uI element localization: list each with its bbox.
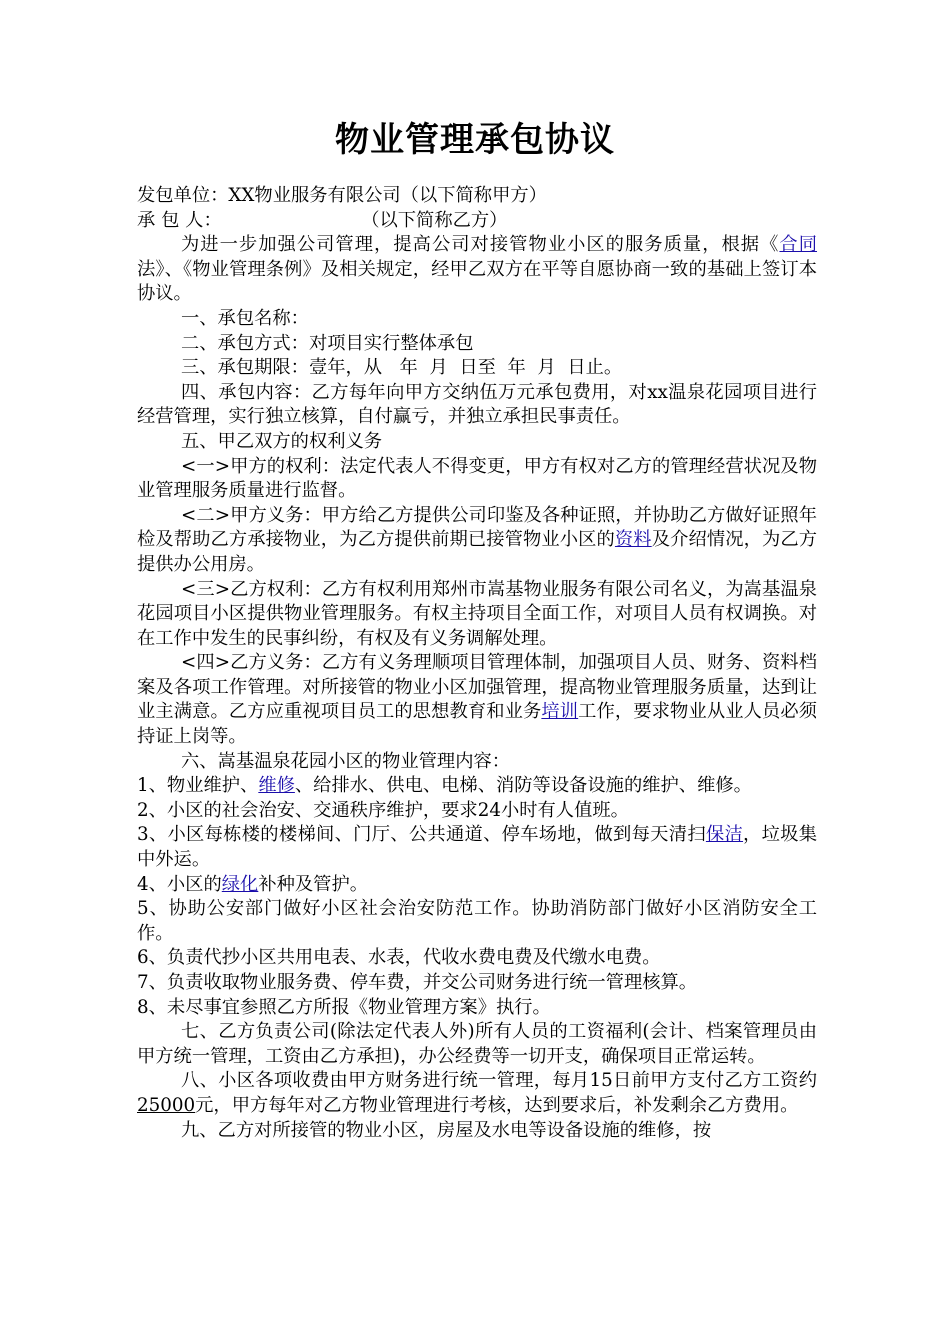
text-run: <二>甲方义务：甲方给乙方提供公司印鉴及各种证照，并协助乙方做好证照年检及帮助乙方承接物业，为乙方提供前期已接管物业小区的 <box>137 504 817 551</box>
text-run: 及介绍情况，为乙方提供办公用房。 <box>137 529 818 575</box>
paragraph <box>137 774 817 799</box>
paragraph <box>137 799 817 824</box>
text-run: <一>甲方的权利：法定代表人不得变更，甲方有权对乙方的管理经营状况及物业管理服务质量进行监督。 <box>137 455 817 502</box>
text-run: ，垃圾集中外运。 <box>137 824 818 871</box>
text-run: 元，甲方每年对乙方物业管理进行考核，达到要求后，补发剩余乙方费用。 <box>195 1094 799 1116</box>
document-body <box>137 184 817 1143</box>
hyperlink[interactable]: 维修 <box>258 775 295 797</box>
text-run: 4、小区的 <box>137 873 222 895</box>
paragraph <box>137 873 817 898</box>
paragraph <box>137 578 817 652</box>
paragraph <box>137 996 817 1021</box>
text-run: 法》、《物业管理条例》及相关规定，经甲乙双方在平等自愿协商一致的基础上签订本协议。 <box>137 258 817 305</box>
text-run: 九、乙方对所接管的物业小区，房屋及水电等设备设施的维修，按 <box>181 1119 712 1141</box>
text-run: 3、小区每栋楼的楼梯间、门厅、公共通道、停车场地，做到每天清扫 <box>137 824 706 846</box>
text-run: 7、负责收取物业服务费、停车费，并交公司财务进行统一管理核算。 <box>137 972 698 993</box>
paragraph <box>137 356 817 381</box>
paragraph <box>137 1069 817 1118</box>
text-run: <四>乙方义务：乙方有义务理顺项目管理体制，加强项目人员、财务、资料档案及各项工作管理。对所接管的物业小区加强管理，提高物业管理服务质量，达到让业主满意。乙方应重视项目员工的思想教育和业务 <box>137 652 817 723</box>
paragraph <box>137 381 817 430</box>
paragraph <box>137 307 817 332</box>
document-title: 物业管理承包协议 <box>335 120 615 160</box>
text-run: <三>乙方权利：乙方有权利用郑州市嵩基物业服务有限公司名义，为嵩基温泉花园项目小区提供物业管理服务。有权主持项目全面工作，对项目人员有权调换。对在工作中发生的民事纠纷，有权及有义务调解处理。 <box>137 578 817 649</box>
paragraph <box>137 455 817 504</box>
hyperlink[interactable]: 合同 <box>779 234 818 256</box>
paragraph <box>137 184 817 209</box>
paragraph <box>137 823 817 872</box>
text-run: 1、物业维护、 <box>137 775 259 797</box>
underlined-amount: 25000 <box>137 1094 196 1116</box>
hyperlink[interactable]: 保洁 <box>705 824 744 846</box>
text-run: 8、未尽事宜参照乙方所报《物业管理方案》执行。 <box>137 996 551 1018</box>
paragraph <box>137 233 817 307</box>
text-run: 补种及管护。 <box>258 873 369 895</box>
paragraph <box>137 332 817 357</box>
paragraph <box>137 946 817 971</box>
paragraph <box>137 430 817 455</box>
text-run: 三、承包期限：壹年，从 年 月 日至 年 月 日止。 <box>181 357 623 379</box>
text-run: 、给排水、供电、电梯、消防等设备设施的维护、维修。 <box>294 775 752 797</box>
hyperlink[interactable]: 培训 <box>541 701 579 723</box>
text-run: 一、承包名称： <box>181 307 309 329</box>
text-run: 七、乙方负责公司(除法定代表人外)所有人员的工资福利(会计、档案管理员由甲方统一管理，工资由乙方承担)，办公经费等一切开支，确保项目正常运转。 <box>137 1021 817 1067</box>
paragraph <box>137 750 817 775</box>
text-run: 5、协助公安部门做好小区社会治安防范工作。协助消防部门做好小区消防安全工作。 <box>137 898 817 944</box>
paragraph <box>137 971 817 996</box>
text-run: 承 包 人： （以下简称乙方） <box>137 209 508 231</box>
text-run: 二、承包方式：对项目实行整体承包 <box>181 332 474 354</box>
paragraph <box>137 504 817 578</box>
paragraph <box>137 1020 817 1069</box>
text-run: 工作，要求物业从业人员必须持证上岗等。 <box>137 701 818 748</box>
paragraph <box>137 897 817 946</box>
text-run: 五、甲乙双方的权利义务 <box>181 430 383 452</box>
text-run: 六、嵩基温泉花园小区的物业管理内容： <box>181 750 511 772</box>
hyperlink[interactable]: 绿化 <box>221 873 259 895</box>
paragraph <box>137 1119 817 1144</box>
paragraph <box>137 651 817 749</box>
text-run: 2、小区的社会治安、交通秩序维护，要求24小时有人值班。 <box>137 799 629 821</box>
paragraph <box>137 209 817 234</box>
text-run: 八、小区各项收费由甲方财务进行统一管理，每月15日前甲方支付乙方工资约 <box>181 1070 817 1092</box>
text-run: 四、承包内容：乙方每年向甲方交纳伍万元承包费用，对xx温泉花园项目进行经营管理，实行独立核算，自付赢亏，并独立承担民事责任。 <box>137 381 817 428</box>
text-run: 发包单位：XX物业服务有限公司（以下简称甲方） <box>137 185 547 206</box>
hyperlink[interactable]: 资料 <box>614 529 652 551</box>
text-run: 6、负责代抄小区共用电表、水表，代收水费电费及代缴水电费。 <box>137 947 661 969</box>
text-run: 为进一步加强公司管理，提高公司对接管物业小区的服务质量，根据《 <box>181 234 780 256</box>
